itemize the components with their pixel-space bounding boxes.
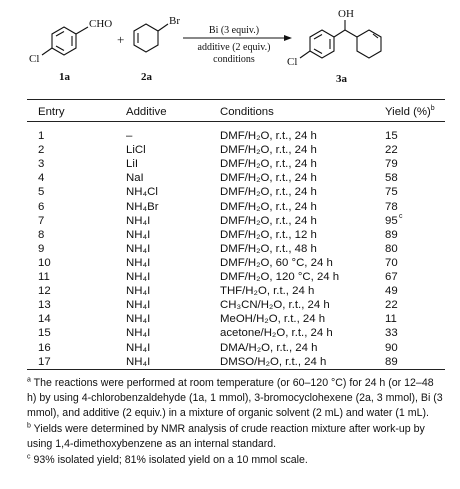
- additive-cell: NH₄I: [126, 271, 151, 283]
- yield-cell: 89: [385, 355, 398, 368]
- conditions-cell: THF/H₂O, r.t., 24 h: [220, 285, 315, 298]
- yield-cell: 70: [385, 256, 398, 269]
- additive-cell: NH₄Br: [126, 200, 159, 213]
- conditions-cell: DMF/H₂O, r.t., 48 h: [220, 242, 317, 255]
- entry-cell: 5: [38, 186, 45, 199]
- conditions-cell: DMF/H₂O, r.t., 12 h: [220, 228, 317, 241]
- table-row: [27, 341, 445, 355]
- entry-cell: 2: [38, 144, 45, 157]
- table-row: [27, 129, 445, 143]
- table-row: [27, 200, 445, 214]
- reaction-scheme: [0, 0, 460, 92]
- additive-cell: NH₄Cl: [126, 186, 158, 199]
- header-conditions: Conditions: [220, 106, 274, 118]
- yield-cell: 90: [385, 341, 398, 354]
- entry-cell: 14: [38, 313, 51, 326]
- additive-cell: NH₄I: [126, 256, 151, 269]
- conditions-cell: acetone/H₂O, r.t., 24 h: [220, 327, 333, 340]
- yield-cell: 75: [385, 186, 398, 199]
- additive-cell: NH₄I: [126, 299, 151, 312]
- yield-cell: 15: [385, 130, 398, 142]
- product-hydroxyl-label: OH: [338, 8, 354, 20]
- conditions-cell: DMF/H₂O, r.t., 24 h: [220, 130, 317, 142]
- table-row: [27, 270, 445, 284]
- sm1-compound-number: 1a: [59, 71, 70, 83]
- entry-cell: 13: [38, 299, 51, 312]
- product-cyclohexene-ring: [357, 30, 381, 58]
- table-top-rule: [27, 99, 445, 100]
- plus-sign: +: [117, 32, 125, 47]
- footnote-a: $^a$ The reactions were performed at room temperature (or 60–120 °C) for 24 h (or 12–48 h) by using 4-chlorobenzaldehyde (1a, 1 mmol), 3-bromocyclohexene (2a, 3 mmol), Bi (3 mmol), and additive (2 equiv.) in a mixture of organic solvent (2 mL) and water (1 mL).: [27, 376, 443, 419]
- entry-cell: 17: [38, 355, 51, 368]
- yield-cell: 78: [385, 200, 398, 213]
- table-row: [27, 157, 445, 171]
- additive-cell: NH₄I: [126, 214, 151, 227]
- conditions-cell: DMF/H₂O, r.t., 24 h: [220, 158, 317, 171]
- entry-cell: 8: [38, 228, 45, 241]
- table-row: [27, 326, 445, 340]
- sm1-aldehyde-label: CHO: [89, 18, 113, 30]
- yield-cell: 22: [385, 299, 398, 312]
- header-yield: Yield (%)$^b$: [385, 105, 435, 118]
- table-row: [27, 143, 445, 157]
- table-row: [27, 355, 445, 369]
- header-additive: Additive: [126, 106, 167, 118]
- sm2-bromo-label: Br: [169, 15, 180, 27]
- conditions-cell: CH₃CN/H₂O, r.t., 24 h: [220, 299, 330, 312]
- footnote-b: $^b$ Yields were determined by NMR analysis of crude reaction mixture after work-up by using 1,4-dimethoxybenzene as an internal standard.: [27, 422, 425, 450]
- conditions-cell: MeOH/H₂O, r.t., 24 h: [220, 313, 326, 326]
- additive-cell: LiCl: [126, 144, 146, 157]
- conditions-cell: DMF/H₂O, r.t., 24 h: [220, 214, 317, 227]
- yield-cell: 33: [385, 327, 398, 340]
- yield-cell: 11: [385, 313, 397, 326]
- additive-cell: NH₄I: [126, 341, 151, 354]
- entry-cell: 16: [38, 341, 51, 354]
- additive-cell: NH₄I: [126, 242, 151, 255]
- table-row: [27, 298, 445, 312]
- entry-cell: 4: [38, 172, 45, 185]
- additive-cell: NH₄I: [126, 355, 151, 368]
- additive-cell: NaI: [126, 172, 144, 185]
- entry-cell: 9: [38, 242, 45, 255]
- table-footnotes: [27, 376, 445, 469]
- yield-cell: 89: [385, 228, 398, 241]
- additive-cell: NH₄I: [126, 285, 151, 298]
- yield-cell: 80: [385, 242, 398, 255]
- entry-cell: 1: [38, 130, 45, 142]
- footnote-c: $^c$ 93% isolated yield; 81% isolated yield on a 10 mmol scale.: [27, 453, 308, 466]
- table-row: [27, 171, 445, 185]
- conditions-cell: DMSO/H₂O, r.t., 24 h: [220, 355, 327, 368]
- conditions-cell: DMF/H₂O, r.t., 24 h: [220, 144, 317, 157]
- additive-cell: –: [126, 130, 133, 142]
- table-header-rule: [27, 121, 445, 122]
- yield-cell: 79: [385, 158, 398, 171]
- table-row: [27, 228, 445, 242]
- additive-cell: NH₄I: [126, 313, 151, 326]
- entry-cell: 12: [38, 285, 51, 298]
- reagent-label: Bi (3 equiv.): [208, 25, 260, 36]
- sm1-chloro-label: Cl: [29, 53, 40, 65]
- conditions-cell: DMF/H₂O, 120 °C, 24 h: [220, 271, 340, 283]
- table-row: 7 NH₄I DMF/H₂O, r.t., 24 h 95 c: [38, 212, 403, 227]
- conditions-cell: DMF/H₂O, r.t., 24 h: [220, 186, 317, 199]
- table-header-row: [27, 105, 445, 119]
- entry-cell: 11: [38, 271, 50, 283]
- table-row: [27, 242, 445, 256]
- additive-cell: NH₄I: [126, 228, 151, 241]
- conditions-cell: DMF/H₂O, 60 °C, 24 h: [220, 256, 333, 269]
- conditions-cell: DMA/H₂O, r.t., 24 h: [220, 341, 318, 354]
- conditions-cell: DMF/H₂O, r.t., 24 h: [220, 200, 317, 213]
- product-compound-number: 3a: [336, 73, 347, 85]
- entry-cell: 6: [38, 200, 45, 213]
- table-row: [27, 284, 445, 298]
- additive-label: additive (2 equiv.): [197, 42, 271, 53]
- table-row: [27, 256, 445, 270]
- conditions-cell: DMF/H₂O, r.t., 24 h: [220, 172, 317, 185]
- additive-cell: NH₄I: [126, 327, 151, 340]
- yield-cell: 95: [385, 214, 398, 227]
- entry-cell: 15: [38, 327, 51, 340]
- header-entry: Entry: [38, 106, 65, 118]
- table-row: [27, 185, 445, 199]
- table-bottom-rule: [27, 369, 445, 370]
- yield-cell: 58: [385, 172, 398, 185]
- yield-cell: 22: [385, 144, 398, 157]
- entry-cell: 10: [38, 256, 51, 269]
- yield-cell: 49: [385, 285, 398, 298]
- entry-cell: 7: [38, 214, 45, 227]
- sm2-compound-number: 2a: [141, 71, 152, 83]
- additive-cell: LiI: [126, 158, 139, 171]
- entry-cell: 3: [38, 158, 45, 171]
- conditions-label: conditions: [213, 54, 255, 65]
- yield-cell: 67: [385, 271, 398, 283]
- product-chloro-label: Cl: [287, 56, 298, 68]
- table-row: [27, 312, 445, 326]
